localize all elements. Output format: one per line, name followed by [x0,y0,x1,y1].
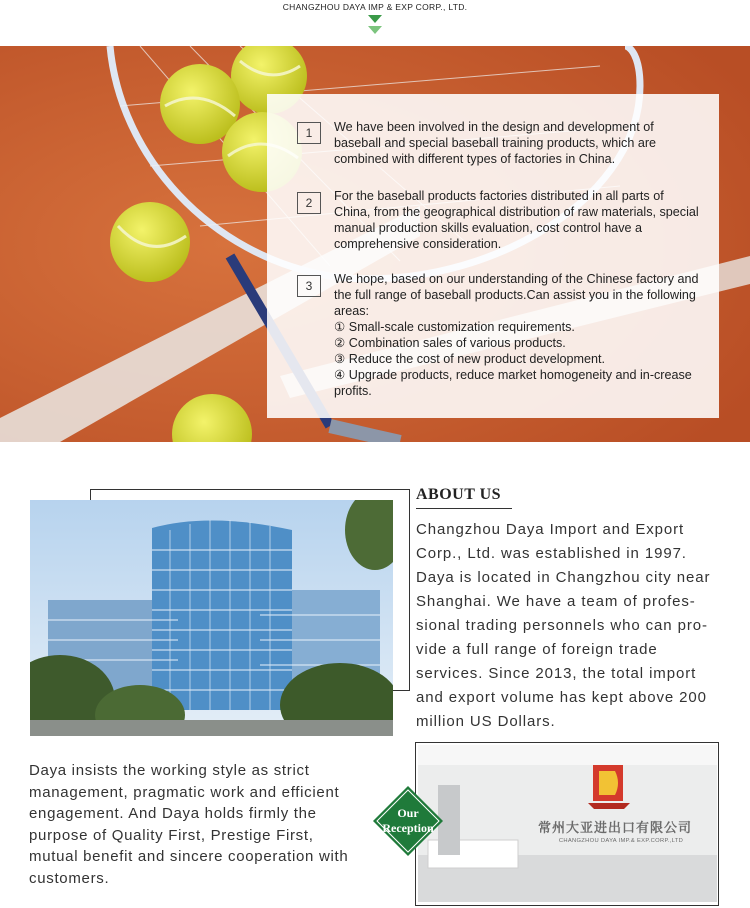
about-us-title: ABOUT US [416,486,502,503]
area-item-3: ③ Reduce the cost of new product development. [334,352,606,366]
badge-line-1: Our [397,806,419,820]
top-bar [0,0,750,46]
reception-photo [418,745,717,902]
point-number-3: 3 [297,275,321,297]
point-text-2: For the baseball products factories distributed in all parts of China, from the geographical distribution of raw materials, special manual production skills evaluation, cost control have a comprehensive consideration. [334,189,699,251]
badge-line-2: Reception [382,821,434,835]
intro-panel [267,94,719,418]
area-item-4: ④ Upgrade products, reduce market homogeneity and in-crease profits. [334,368,692,398]
about-title-underline [416,508,512,509]
point-block-3 [334,271,702,399]
reception-sign-en: CHANGZHOU DAYA IMP.& EXP.CORP.,LTD [558,838,684,844]
working-style-text: Daya insists the working style as strict management, pragmatic work and efficient engagement. And Daya holds firmly the purpose of Quality First, Prestige First, mutual benefit and sincere cooperation with customers. [29,762,349,887]
area-item-2: ② Combination sales of various products. [334,336,566,350]
area-item-1: ① Small-scale customization requirements. [334,320,575,334]
double-chevron-down-icon [366,13,384,37]
company-name: CHANGZHOU DAYA IMP & EXP CORP., LTD. [282,2,468,12]
point-text-1: We have been involved in the design and development of baseball and special baseball training products, which are combined with different types of factories in China. [334,120,657,166]
company-building-photo [30,500,393,736]
about-us-text: Changzhou Daya Import and Export Corp., Ltd. was established in 1997. Daya is located in Changzhou city near Shanghai. We have a team of profes-sional trading personnels who can pro-vide a full range of foreign trade services. Since 2013, the total import and export volume has kept above 200 million US Dollars. [416,521,711,730]
hero-banner [0,46,750,442]
reception-sign-cn: 常州大亚进出口有限公司 [537,820,692,835]
point-number-1: 1 [297,122,321,144]
point-number-2: 2 [297,192,321,214]
point-text-3: We hope, based on our understanding of the Chinese factory and the full range of baseball products.Can assist you in the following areas: [334,272,699,318]
reception-badge-label [373,806,443,836]
